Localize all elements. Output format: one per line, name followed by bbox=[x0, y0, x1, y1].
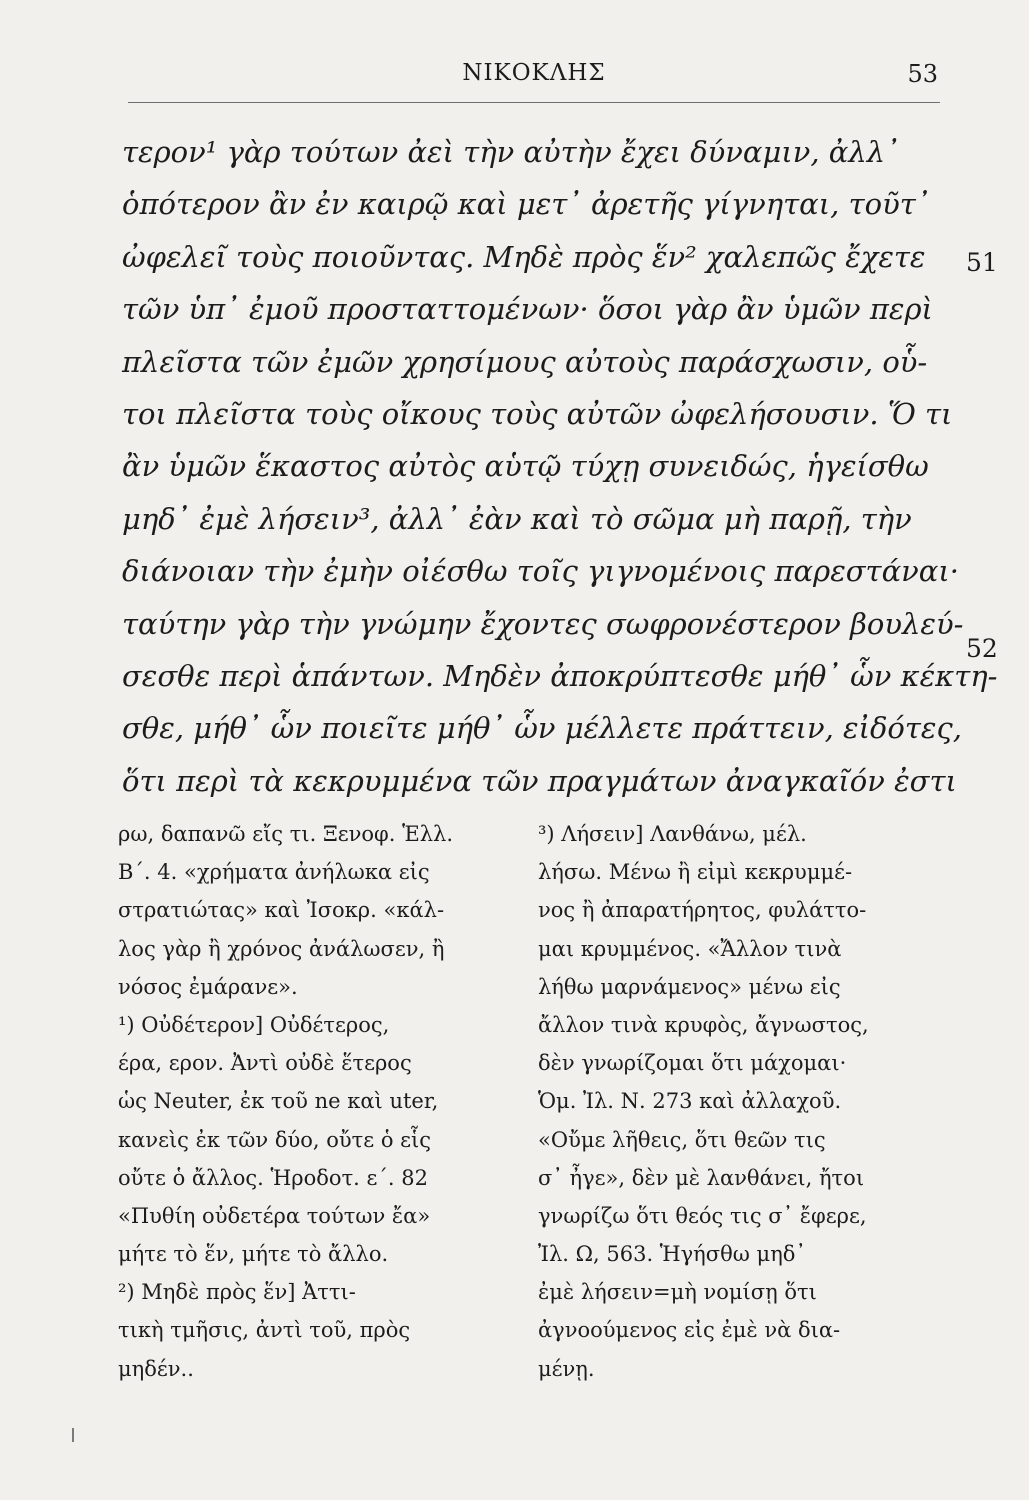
footnotes-right-column bbox=[538, 815, 953, 1388]
main-text-line: ὁπότερον ἂν ἐν καιρῷ καὶ μετ᾽ ἀρετῆς γίγνηται, τοῦτ᾽ bbox=[122, 187, 931, 222]
footnote-line: ρω, δαπανῶ εἴς τι. Ξενοφ. Ἑλλ. bbox=[118, 822, 454, 846]
running-head bbox=[128, 60, 940, 100]
footnote-line: μηδέν.. bbox=[118, 1356, 194, 1381]
main-text-line: τῶν ὑπ᾽ ἐμοῦ προσταττομένων· ὅσοι γὰρ ἂν ὑμῶν περὶ bbox=[122, 292, 933, 327]
footnote-line: στρατιώτας» καὶ Ἰσοκρ. «κάλ- bbox=[118, 898, 445, 923]
footnote-line: ὡς Neuter, ἐκ τοῦ ne καὶ uter, bbox=[118, 1089, 439, 1114]
footnote-line: Ὁμ. Ἰλ. Ν. 273 καὶ ἀλλαχοῦ. bbox=[538, 1089, 842, 1114]
footnote-line: ²) Μηδὲ πρὸς ἕν] Ἀττι- bbox=[118, 1280, 356, 1305]
main-text-line: διάνοιαν τὴν ἐμὴν οἰέσθω τοῖς γιγνομένοις παρεστάναι· bbox=[122, 554, 959, 589]
main-text-line: πλεῖστα τῶν ἐμῶν χρησίμους αὐτοὺς παράσχωσιν, οὗ- bbox=[122, 344, 928, 379]
footnote-line: ¹) Οὐδέτερον] Οὐδέτερος, bbox=[118, 1012, 390, 1037]
footnote-line: μένῃ. bbox=[538, 1356, 595, 1381]
footnote-line: έρα, ερον. Ἀντὶ οὐδὲ ἕτερος bbox=[118, 1051, 412, 1076]
footnote-line: Ἰλ. Ω, 563. Ἡγήσθω μηδ᾽ bbox=[538, 1242, 806, 1267]
running-title: ΝΙΚΟΚΛΗΣ bbox=[462, 60, 606, 86]
footnote-line: δὲν γνωρίζομαι ὅτι μάχομαι· bbox=[538, 1051, 847, 1076]
main-text-line: σθε, μήθ᾽ ὧν ποιεῖτε μήθ᾽ ὧν μέλλετε πράττειν, εἰδότες, bbox=[122, 711, 962, 746]
page-number: 53 bbox=[907, 60, 938, 88]
footnote-line: σ᾽ ἦγε», δὲν μὲ λανθάνει, ἤτοι bbox=[538, 1165, 865, 1190]
main-text-line: ὅτι περὶ τὰ κεκρυμμένα τῶν πραγμάτων ἀναγκαῖόν ἐστι bbox=[122, 763, 957, 798]
footnote-line: νος ἢ ἀπαρατήρητος, φυλάττο- bbox=[538, 898, 867, 923]
footnote-line: μήτε τὸ ἕν, μήτε τὸ ἄλλο. bbox=[118, 1242, 389, 1267]
main-text-line: μηδ᾽ ἐμὲ λήσειν³, ἀλλ᾽ ἐὰν καὶ τὸ σῶμα μὴ παρῇ, τὴν bbox=[122, 501, 912, 536]
footnote-line: γνωρίζω ὅτι θεός τις σ᾽ ἔφερε, bbox=[538, 1203, 867, 1228]
main-text-line: ὠφελεῖ τοὺς ποιοῦντας. Μηδὲ πρὸς ἕν² χαλεπῶς ἔχετε bbox=[122, 239, 926, 274]
main-text-line: τοι πλεῖστα τοὺς οἴκους τοὺς αὐτῶν ὠφελήσουσιν. Ὅ τι bbox=[122, 396, 953, 431]
footnote-line: μαι κρυμμένος. «Ἄλλον τινὰ bbox=[538, 936, 842, 961]
footnote-line: ἐμὲ λήσειν=μὴ νομίσῃ ὅτι bbox=[538, 1280, 817, 1305]
main-text-line: σεσθε περὶ ἁπάντων. Μηδὲν ἀποκρύπτεσθε μήθ᾽ ὧν κέκτη- bbox=[122, 658, 998, 693]
footnote-line: κανεὶς ἐκ τῶν δύο, οὔτε ὁ εἷς bbox=[118, 1127, 432, 1152]
footnote-line: λος γὰρ ἢ χρόνος ἀνάλωσεν, ἢ bbox=[118, 936, 445, 961]
footnote-line: νόσος ἐμάρανε». bbox=[118, 974, 298, 999]
main-text-line: ταύτην γὰρ τὴν γνώμην ἔχοντες σωφρονέστερον βουλεύ- bbox=[122, 606, 964, 641]
footnote-line: λήθω μαρνάμενος» μένω εἰς bbox=[538, 974, 841, 999]
scan-edge-mark bbox=[72, 1428, 74, 1442]
footnote-line: ³) Λήσειν] Λανθάνω, μέλ. bbox=[538, 822, 807, 846]
main-text-line: ἂν ὑμῶν ἕκαστος αὐτὸς αὑτῷ τύχῃ συνειδώς, ἡγείσθω bbox=[122, 449, 929, 484]
footnote-line: λήσω. Μένω ἢ εἰμὶ κεκρυμμέ- bbox=[538, 860, 853, 885]
footnote-line: «Οὔμε λῆθεις, ὅτι θεῶν τις bbox=[538, 1127, 826, 1152]
footnote-line: ἀγνοούμενος εἰς ἐμὲ νὰ δια- bbox=[538, 1318, 841, 1343]
footnotes-left-column bbox=[118, 815, 533, 1388]
section-number: 51 bbox=[966, 248, 998, 277]
main-text-line: τερον¹ γὰρ τούτων ἀεὶ τὴν αὐτὴν ἔχει δύναμιν, ἀλλ᾽ bbox=[122, 135, 900, 169]
footnote-line: ἄλλον τινὰ κρυφὸς, ἄγνωστος, bbox=[538, 1012, 869, 1037]
footnote-line: οὔτε ὁ ἄλλος. Ἡροδοτ. ε΄. 82 bbox=[118, 1165, 428, 1190]
header-rule bbox=[128, 102, 940, 103]
footnote-line: τικὴ τμῆσις, ἀντὶ τοῦ, πρὸς bbox=[118, 1318, 411, 1343]
section-number: 52 bbox=[966, 634, 998, 663]
footnote-line: Β΄. 4. «χρήματα ἀνήλωκα εἰς bbox=[118, 860, 430, 885]
footnote-line: «Πυθίη οὐδετέρα τούτων ἔα» bbox=[118, 1203, 431, 1228]
